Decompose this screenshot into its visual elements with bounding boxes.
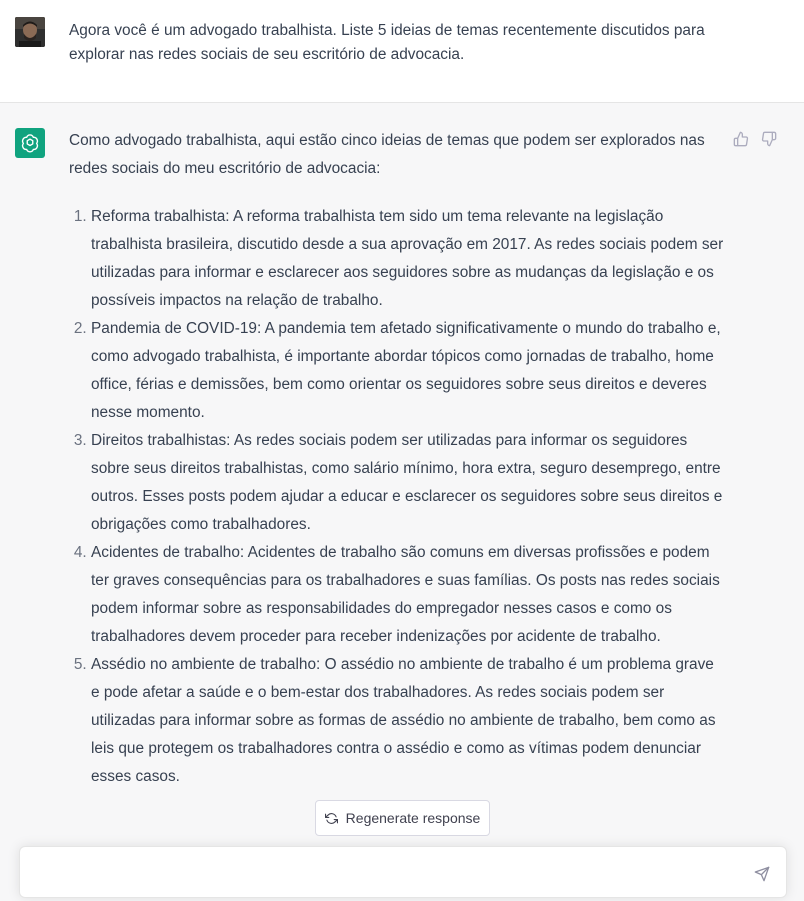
list-item: 4. Acidentes de trabalho: Acidentes de trabalho são comuns em diversas profissões e podem ter graves consequências para os trabalhadores e suas famílias. Os posts nas redes sociais podem informar sobre as responsabilidades do empregador nesses casos e como os trabalhadores devem proceder para receber indenizações por acidente de trabalho.	[91, 539, 725, 651]
openai-logo-icon	[15, 128, 45, 158]
regenerate-response-button[interactable]	[315, 800, 490, 836]
ideas-list	[69, 203, 725, 791]
refresh-icon	[325, 812, 338, 825]
assistant-message-row	[0, 103, 804, 901]
send-icon[interactable]	[752, 864, 772, 884]
user-avatar	[15, 17, 45, 47]
thumbs-up-icon[interactable]	[732, 130, 750, 148]
list-item: 5. Assédio no ambiente de trabalho: O assédio no ambiente de trabalho é um problema grave e pode afetar a saúde e o bem-estar dos trabalhadores. As redes sociais podem ser utilizadas para informar sobre as formas de assédio no ambiente de trabalho, bem como as leis que protegem os trabalhadores contra o assédio e como as vítimas podem denunciar esses casos.	[91, 651, 725, 791]
assistant-message-text	[69, 127, 725, 791]
assistant-intro: Como advogado trabalhista, aqui estão cinco ideias de temas que podem ser explorados nas redes sociais do meu escritório de advocacia:	[69, 132, 705, 177]
user-message-row	[0, 0, 804, 103]
user-message-text: Agora você é um advogado trabalhista. Liste 5 ideias de temas recentemente discutidos para explorar nas redes sociais de seu escritório de advocacia.	[69, 22, 705, 63]
message-composer	[19, 846, 787, 898]
list-item: 2. Pandemia de COVID-19: A pandemia tem afetado significativamente o mundo do trabalho e, como advogado trabalhista, é importante abordar tópicos como jornadas de trabalho, home office, férias e demissões, bem como orientar os seguidores sobre seus direitos e deveres nesse momento.	[91, 315, 725, 427]
thumbs-down-icon[interactable]	[760, 130, 778, 148]
list-item: 3. Direitos trabalhistas: As redes sociais podem ser utilizadas para informar os seguidores sobre seus direitos trabalhistas, como salário mínimo, hora extra, seguro desemprego, entre outros. Esses posts podem ajudar a educar e esclarecer os seguidores sobre seus direitos e obrigações como trabalhadores.	[91, 427, 725, 539]
regenerate-label: Regenerate response	[345, 810, 481, 826]
message-input[interactable]	[32, 859, 736, 889]
list-item: 1. Reforma trabalhista: A reforma trabalhista tem sido um tema relevante na legislação trabalhista brasileira, discutido desde a sua aprovação em 2017. As redes sociais podem ser utilizadas para informar e esclarecer aos seguidores sobre as mudanças da legislação e os possíveis impactos na relação de trabalho.	[91, 203, 725, 315]
